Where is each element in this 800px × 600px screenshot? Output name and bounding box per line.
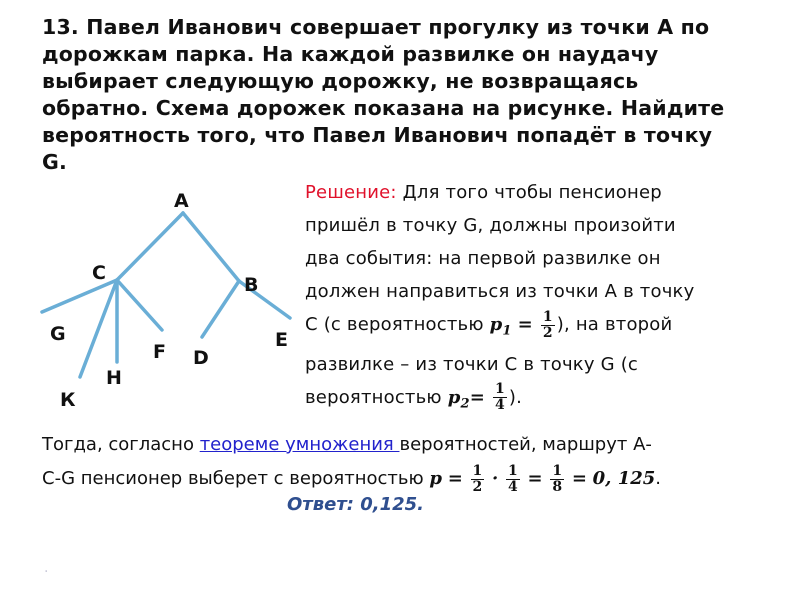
solution-line: пришёл в точку G, должны произойти: [305, 215, 676, 236]
p1-equals: =: [517, 314, 533, 335]
solution-line: [305, 381, 777, 421]
formula-p: p: [429, 468, 442, 489]
formula-equals: =: [527, 468, 543, 489]
solution-line: [305, 176, 777, 209]
formula-dot: ·: [492, 468, 499, 489]
solution-text: Для того чтобы пенсионер: [402, 182, 662, 203]
solution-line: два события: на первой развилке он: [305, 248, 661, 269]
solution-line: [305, 308, 777, 348]
formula-equals: =: [447, 468, 463, 489]
p1-fraction: [541, 310, 555, 341]
conclusion-text: С-G пенсионер выберет с вероятностью: [42, 468, 424, 489]
problem-line: G.: [42, 150, 68, 174]
p2-equals: =: [469, 386, 486, 408]
node-label-d: D: [193, 347, 209, 369]
p1-prefix: С (с вероятностью: [305, 314, 484, 335]
solution-heading: Решение:: [305, 182, 397, 203]
fraction-denominator: 4: [508, 478, 518, 495]
conclusion-line: [42, 462, 782, 496]
p2-prefix: вероятностью: [305, 386, 442, 408]
fraction-numerator: 1: [552, 462, 563, 479]
node-label-a: A: [174, 190, 189, 212]
solution-block: [305, 176, 777, 420]
node-label-k: К: [60, 389, 76, 411]
node-label-c: C: [92, 262, 106, 284]
fraction-numerator: 1: [472, 462, 483, 479]
problem-line: вероятность того, что Павел Иванович попадёт в точку: [42, 123, 713, 147]
formula-result: 0, 125: [592, 468, 656, 489]
answer-text: Ответ: 0,125.: [287, 494, 425, 515]
conclusion-block: [42, 428, 782, 496]
node-label-h: H: [106, 367, 122, 389]
fraction-numerator: 1: [508, 462, 518, 479]
formula-fraction: [550, 464, 564, 495]
p2-symbol: p: [447, 386, 461, 408]
node-label-f: F: [153, 341, 166, 363]
problem-line: обратно. Схема дорожек показана на рисунке. Найдите: [42, 96, 725, 120]
edge-a-b: [183, 213, 239, 281]
formula-fraction: [471, 464, 485, 495]
p2-subscript: 2: [460, 396, 470, 412]
node-label-b: B: [244, 274, 259, 296]
p1-suffix: ), на второй: [556, 314, 673, 335]
conclusion-middle: вероятностей, маршрут А-: [399, 434, 652, 455]
p1-symbol: p: [489, 314, 503, 335]
p2-fraction: [493, 382, 507, 413]
fraction-denominator: 2: [472, 478, 483, 495]
p2-suffix: ).: [508, 386, 523, 408]
fraction-denominator: 4: [494, 397, 505, 414]
formula-fraction: [506, 464, 520, 495]
fraction-numerator: 1: [494, 381, 505, 398]
conclusion-prefix: Тогда, согласно: [42, 434, 200, 455]
node-label-e: E: [275, 329, 288, 351]
footer-dot: .: [44, 560, 49, 576]
problem-line: выбирает следующую дорожку, не возвращаясь: [42, 69, 639, 93]
solution-line: должен направиться из точки А в точку: [305, 281, 695, 302]
fraction-denominator: 2: [542, 324, 553, 341]
problem-line: 13. Павел Иванович совершает прогулку из точки A по: [42, 15, 710, 39]
conclusion-line: [42, 428, 782, 462]
solution-line: развилке – из точки С в точку G (с: [305, 353, 639, 375]
multiplication-theorem-link[interactable]: теореме умножения: [199, 434, 400, 455]
formula-period: .: [655, 468, 662, 489]
edge-b-d: [202, 281, 239, 337]
edge-c-f: [117, 280, 162, 330]
p1-subscript: 1: [502, 323, 512, 339]
problem-line: дорожкам парка. На каждой развилке он наудачу: [42, 42, 659, 66]
node-label-g: G: [50, 323, 66, 345]
formula-equals: =: [571, 468, 587, 489]
fraction-numerator: 1: [542, 308, 553, 325]
edge-a-c: [117, 213, 183, 280]
fraction-denominator: 8: [552, 478, 563, 495]
